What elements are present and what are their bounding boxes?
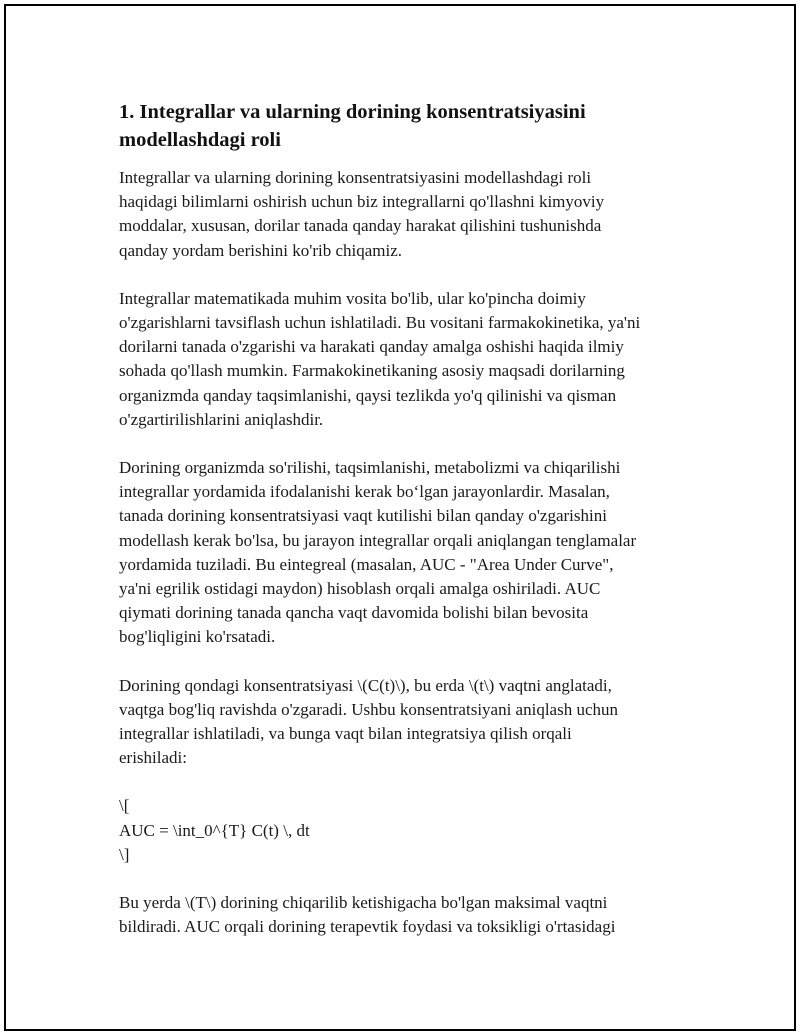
auc-formula xyxy=(119,794,709,867)
document-body xyxy=(119,98,709,963)
text-line: Integrallar matematikada muhim vosita bo'lib, ular ko'pincha doimiy xyxy=(119,288,586,308)
paragraph-auc xyxy=(119,456,709,650)
heading-line: 1. Integrallar va ularning dorining konsentratsiyasini xyxy=(119,101,586,123)
text-line: ya'ni egrilik ostidagi maydon) hisoblash orqali amalga oshiriladi. AUC xyxy=(119,579,601,599)
text-line: sohada qo'llash mumkin. Farmakokinetikaning asosiy maqsadi dorilarning xyxy=(119,361,625,381)
text-line: Dorining organizmda so'rilishi, taqsimlanishi, metabolizmi va chiqarilishi xyxy=(119,458,621,478)
formula-line: \] xyxy=(119,844,130,864)
text-line: integrallar ishlatiladi, va bunga vaqt bilan integratsiya qilish orqali xyxy=(119,724,572,744)
paragraph-concentration xyxy=(119,674,709,771)
text-line: tanada dorining konsentratsiyasi vaqt kutilishi bilan qanday o'zgarishini xyxy=(119,506,607,526)
section-heading xyxy=(119,98,709,154)
text-line: yordamida tuziladi. Bu eintegreal (masalan, AUC - "Area Under Curve", xyxy=(119,554,614,574)
text-line: integrallar yordamida ifodalanishi kerak bo‘lgan jarayonlardir. Masalan, xyxy=(119,482,610,502)
text-line: modellash kerak bo'lsa, bu jarayon integrallar orqali aniqlangan tenglamalar xyxy=(119,530,637,550)
text-line: erishiladi: xyxy=(119,748,187,768)
page-frame xyxy=(4,4,796,1031)
heading-line: modellashdagi roli xyxy=(119,129,281,151)
paragraph-closing xyxy=(119,891,709,939)
text-line: haqidagi bilimlarni oshirish uchun biz integrallarni qo'llashni kimyoviy xyxy=(119,192,605,212)
text-line: bildiradi. AUC orqali dorining terapevtik foydasi va toksikligi o'rtasidagi xyxy=(119,917,616,937)
text-line: bog'liqligini ko'rsatadi. xyxy=(119,627,276,647)
paragraph-integrals-tool xyxy=(119,287,709,432)
text-line: o'zgartirilishlarini aniqlashdir. xyxy=(119,409,324,429)
text-line: vaqtga bog'liq ravishda o'zgaradi. Ushbu konsentratsiyani aniqlash uchun xyxy=(119,699,619,719)
formula-line: \[ xyxy=(119,796,130,816)
paragraph-intro xyxy=(119,166,709,263)
text-line: Integrallar va ularning dorining konsentratsiyasini modellashdagi roli xyxy=(119,168,592,187)
text-line: qiymati dorining tanada qancha vaqt davomida bolishi bilan bevosita xyxy=(119,603,589,623)
text-line: dorilarni tanada o'zgarishi va harakati qanday amalga oshishi haqida ilmiy xyxy=(119,337,624,357)
text-line: organizmda qanday taqsimlanishi, qaysi tezlikda yo'q qilinishi va qisman xyxy=(119,385,617,405)
text-line: o'zgarishlarni tavsiflash uchun ishlatiladi. Bu vositani farmakokinetika, ya'ni xyxy=(119,313,641,333)
formula-line: AUC = \int_0^{T} C(t) \, dt xyxy=(119,820,310,840)
text-line: Dorining qondagi konsentratsiyasi \(C(t)\), bu erda \(t\) vaqtni anglatadi, xyxy=(119,675,612,695)
text-line: Bu yerda \(T\) dorining chiqarilib ketishigacha bo'lgan maksimal vaqtni xyxy=(119,893,608,913)
text-line: qanday yordam berishini ko'rib chiqamiz. xyxy=(119,240,403,260)
text-line: moddalar, xususan, dorilar tanada qanday harakat qilishini tushunishda xyxy=(119,216,602,236)
